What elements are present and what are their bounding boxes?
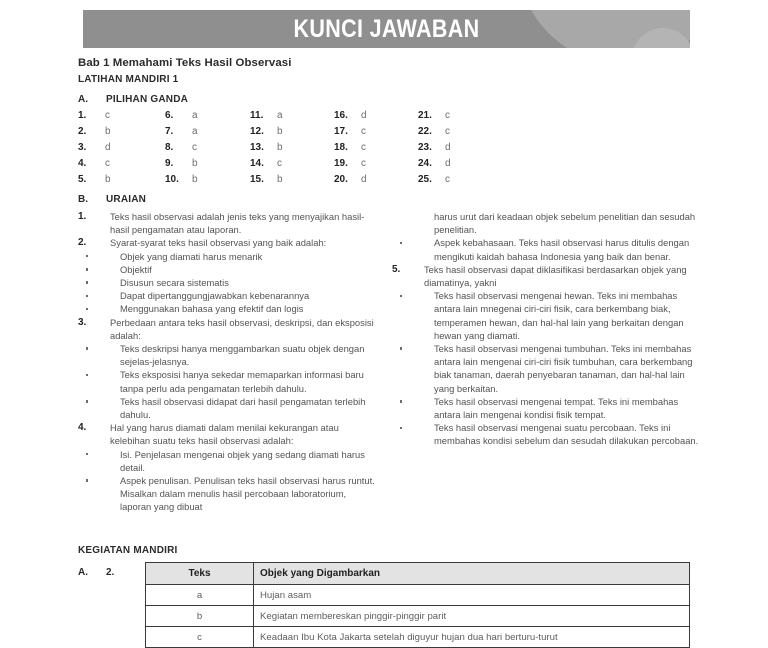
mc-number: 7.	[165, 126, 174, 137]
mc-answer: b	[277, 142, 283, 153]
bullet-text: Teks hasil observasi mengenai hewan. Teks ini membahas antara lain mnegenai ciri-ciri fisik, cara berkembang biak, temperamen hewan, dan hal-hal lain yang berkaitan dengan hewan yang diamati.	[434, 290, 684, 341]
mc-number: 25.	[418, 174, 432, 185]
bullet-item	[392, 342, 702, 395]
mc-number: 5.	[78, 174, 87, 185]
essay-text: Teks hasil observasi adalah jenis teks yang menyajikan hasil-hasil pengamatan atau laporan.	[110, 211, 365, 236]
cell-teks: c	[146, 627, 254, 648]
section-b-title: URAIAN	[106, 194, 147, 205]
bullet-dot-icon	[86, 255, 88, 257]
mc-answer: c	[192, 142, 197, 153]
column-header-objek: Objek yang Digambarkan	[254, 563, 690, 585]
bullet-item	[78, 276, 378, 289]
essay-4-bullets-continued	[392, 236, 702, 262]
mc-answer: d	[361, 174, 367, 185]
kegiatan-item-number: 2.	[106, 567, 115, 578]
mc-number: 15.	[250, 174, 264, 185]
mc-answer: b	[105, 126, 111, 137]
essay-2-bullets	[78, 250, 378, 316]
mc-answer: a	[192, 126, 198, 137]
mc-number: 18.	[334, 142, 348, 153]
mc-answer: b	[277, 174, 283, 185]
page-title: KUNCI JAWABAN	[293, 15, 480, 43]
mc-number: 3.	[78, 142, 87, 153]
mc-answer: c	[445, 126, 450, 137]
mc-answer: b	[105, 174, 111, 185]
essay-3-bullets	[78, 342, 378, 421]
column-header-teks: Teks	[146, 563, 254, 585]
mc-number: 14.	[250, 158, 264, 169]
essay-text: Teks hasil observasi dapat diklasifikasi berdasarkan objek yang diamatinya, yakni	[424, 263, 687, 289]
bullet-dot-icon	[400, 400, 402, 402]
cell-objek: Kegiatan membereskan pinggir-pinggir parit	[254, 606, 690, 627]
cell-teks: b	[146, 606, 254, 627]
bullet-item	[78, 302, 378, 315]
bullet-item	[392, 421, 702, 447]
bullet-text: Teks deskripsi hanya menggambarkan suatu objek dengan sejelas-jelasnya.	[120, 343, 365, 368]
mc-answer: b	[192, 174, 198, 185]
mc-answer: c	[361, 126, 366, 137]
mc-number: 16.	[334, 110, 348, 121]
uraian-right-column	[392, 210, 702, 448]
mc-answer: c	[445, 174, 450, 185]
mc-number: 17.	[334, 126, 348, 137]
kegiatan-table	[145, 562, 690, 648]
essay-number: 4.	[78, 422, 87, 434]
essay-answer-5	[392, 263, 702, 289]
bullet-text: Aspek penulisan. Penulisan teks hasil observasi harus runtut. Misalkan dalam menulis hasil percobaan laboratorium, laporan yang dibuat	[120, 475, 375, 513]
mc-answer: c	[105, 158, 110, 169]
bullet-item	[392, 236, 702, 262]
bullet-text: Disusun secara sistematis	[120, 277, 229, 289]
mc-answer: b	[277, 126, 283, 137]
mc-answer: d	[445, 142, 451, 153]
essay-text: Perbedaan antara teks hasil observasi, deskripsi, dan eksposisi adalah:	[110, 316, 374, 341]
bullet-dot-icon	[86, 374, 88, 376]
section-a-title: PILIHAN GANDA	[106, 94, 189, 105]
section-a-letter: A.	[78, 94, 88, 105]
mc-number: 20.	[334, 174, 348, 185]
mc-answer: a	[192, 110, 198, 121]
essay-answer-3	[78, 316, 378, 342]
essay-answer-2	[78, 236, 378, 249]
cell-objek: Keadaan Ibu Kota Jakarta setelah diguyur hujan dua hari berturu-turut	[254, 627, 690, 648]
table-header-row	[146, 563, 690, 585]
table-row	[146, 585, 690, 606]
essay-number: 2.	[78, 237, 87, 249]
mc-number: 2.	[78, 126, 87, 137]
essay-number: 3.	[78, 316, 87, 328]
mc-number: 1.	[78, 110, 87, 121]
bullet-text: Teks eksposisi hanya sekedar memaparkan informasi baru tanpa perlu ada pengamatan terlebih dahulu.	[120, 369, 364, 394]
mc-number: 8.	[165, 142, 174, 153]
mc-answer: c	[361, 158, 366, 169]
bullet-dot-icon	[86, 268, 88, 270]
bullet-text: Teks hasil observasi mengenai suatu percobaan. Teks ini membahas kondisi sebelum dan sesudah dilakukan percobaan.	[434, 422, 699, 447]
cell-teks: a	[146, 585, 254, 606]
essay-text: Hal yang harus diamati dalam menilai kekurangan atau kelebihan suatu teks hasil observasi adalah:	[110, 422, 339, 447]
bullet-item	[78, 474, 378, 514]
mc-number: 9.	[165, 158, 174, 169]
bullet-dot-icon	[86, 347, 88, 349]
essay-answer-1	[78, 210, 378, 236]
page-banner	[83, 10, 690, 48]
essay-5-bullets	[392, 289, 702, 447]
mc-number: 19.	[334, 158, 348, 169]
bullet-dot-icon	[400, 242, 402, 244]
mc-number: 23.	[418, 142, 432, 153]
mc-answer: d	[445, 158, 451, 169]
mc-answer: c	[277, 158, 282, 169]
subsection-heading: LATIHAN MANDIRI 1	[78, 74, 179, 85]
table-row	[146, 606, 690, 627]
kegiatan-mandiri-heading: KEGIATAN MANDIRI	[78, 545, 178, 556]
bullet-dot-icon	[86, 295, 88, 297]
bullet-item	[78, 250, 378, 263]
mc-number: 10.	[165, 174, 179, 185]
bullet-text: Dapat dipertanggungjawabkan kebenarannya	[120, 290, 310, 302]
mc-answer: c	[105, 110, 110, 121]
bullet-dot-icon	[86, 453, 88, 455]
bullet-item	[392, 395, 702, 421]
mc-number: 12.	[250, 126, 264, 137]
bullet-item	[78, 448, 378, 474]
mc-number: 21.	[418, 110, 432, 121]
bullet-item	[78, 395, 378, 421]
bullet-item	[78, 263, 378, 276]
uraian-left-column	[78, 210, 378, 514]
bullet-dot-icon	[400, 295, 402, 297]
mc-number: 22.	[418, 126, 432, 137]
bullet-text: Teks hasil observasi didapat dari hasil pengamatan terlebih dahulu.	[120, 395, 366, 421]
bullet-dot-icon	[400, 347, 402, 349]
mc-answer: d	[361, 110, 367, 121]
section-b-letter: B.	[78, 194, 88, 205]
mc-answer: b	[192, 158, 198, 169]
essay-number: 5.	[392, 263, 401, 275]
mc-number: 11.	[250, 110, 264, 121]
essay-text: Syarat-syarat teks hasil observasi yang baik adalah:	[110, 237, 327, 249]
bullet-item	[392, 289, 702, 342]
bullet-dot-icon	[86, 308, 88, 310]
mc-number: 6.	[165, 110, 174, 121]
mc-number: 4.	[78, 158, 87, 169]
kegiatan-section-letter: A.	[78, 567, 88, 578]
bullet-text: Teks hasil observasi mengenai tumbuhan. Teks ini membahas antara lain mengenai ciri-ciri fisik tumbuhan, cara berkembang biak tanaman, daerah penyebaran tanaman, dan hal-hal lain yang berkaitan.	[434, 343, 693, 394]
mc-answer: a	[277, 110, 283, 121]
bullet-item	[78, 342, 378, 368]
mc-number: 24.	[418, 158, 432, 169]
essay-answer-4	[78, 421, 378, 447]
mc-answer: c	[361, 142, 366, 153]
cell-objek: Hujan asam	[254, 585, 690, 606]
bullet-text: Menggunakan bahasa yang efektif dan logis	[120, 303, 304, 315]
mc-number: 13.	[250, 142, 264, 153]
bullet-dot-icon	[86, 281, 88, 283]
bullet-dot-icon	[86, 400, 88, 402]
bullet-text: Objek yang diamati harus menarik	[120, 250, 263, 262]
bullet-text: Teks hasil observasi mengenai tempat. Teks ini membahas antara lain mengenai kondisi fisik tempat.	[434, 395, 679, 421]
essay-4-continuation: harus urut dari keadaan objek sebelum penelitian dan sesudah penelitian.	[434, 211, 696, 236]
mc-answer: c	[445, 110, 450, 121]
bullet-dot-icon	[400, 427, 402, 429]
chapter-heading: Bab 1 Memahami Teks Hasil Observasi	[78, 57, 292, 69]
bullet-text: Objektif	[120, 263, 152, 275]
mc-answer: d	[105, 142, 111, 153]
essay-4-bullets	[78, 448, 378, 514]
essay-number: 1.	[78, 211, 87, 222]
bullet-item	[78, 368, 378, 394]
bullet-dot-icon	[86, 479, 88, 481]
bullet-item	[78, 289, 378, 302]
bullet-text: Isi. Penjelasan mengenai objek yang sedang diamati harus detail.	[120, 448, 365, 473]
bullet-text: Aspek kebahasaan. Teks hasil observasi harus ditulis dengan mengikuti kaidah bahasa Indonesia yang baik dan benar.	[434, 237, 690, 262]
